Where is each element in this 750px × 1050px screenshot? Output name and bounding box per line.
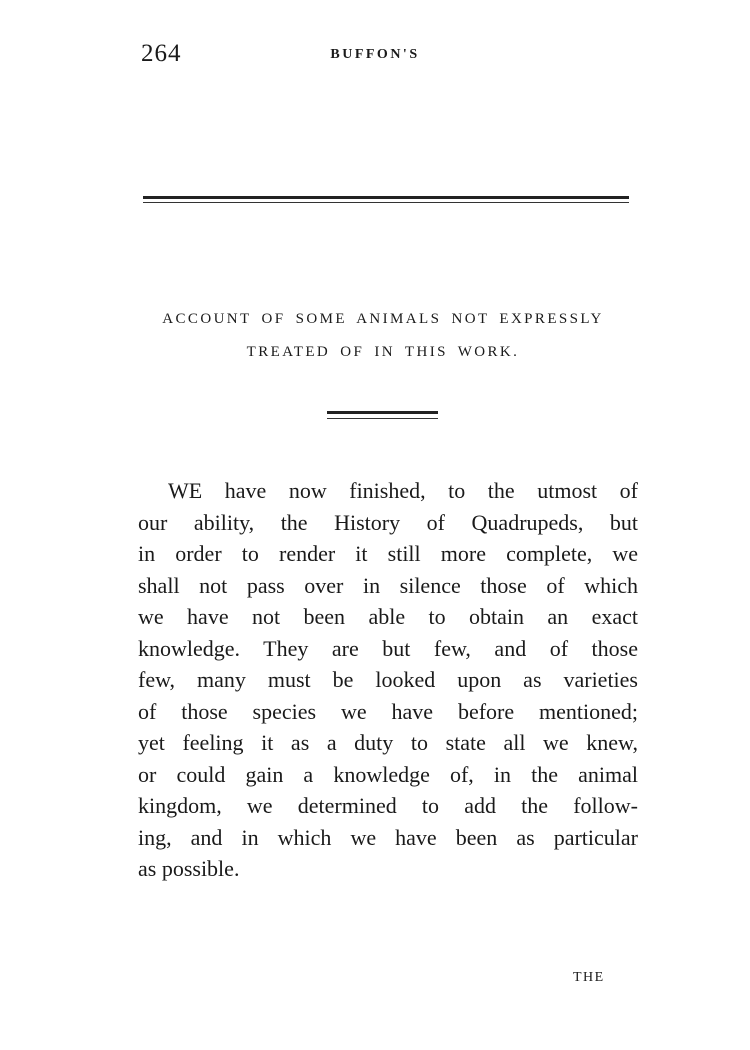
text-line: as possible. bbox=[138, 856, 240, 881]
text-line: knowledge. They are but few, and of those bbox=[138, 635, 638, 661]
section-heading-line-2: TREATED OF IN THIS WORK. bbox=[246, 344, 520, 360]
text-line: shall not pass over in silence those of which bbox=[138, 572, 638, 598]
text-line: in order to render it still more complete, we bbox=[138, 541, 638, 566]
text-line: kingdom, we determined to add the follow- bbox=[138, 793, 638, 818]
top-double-rule bbox=[143, 196, 629, 205]
text-line: WE have now finished, to the utmost of bbox=[168, 478, 638, 503]
text-line: yet feeling it as a duty to state all we knew, bbox=[138, 730, 638, 755]
section-heading-line-1: ACCOUNT OF SOME ANIMALS NOT EXPRESSLY bbox=[162, 311, 604, 327]
text-line: our ability, the History of Quadrupeds, but bbox=[138, 509, 638, 535]
text-line: of those species we have before mentioned; bbox=[138, 698, 638, 724]
running-head: BUFFON'S bbox=[330, 47, 420, 62]
text-line: few, many must be looked upon as varieties bbox=[138, 667, 638, 692]
text-line: ing, and in which we have been as particular bbox=[138, 824, 638, 850]
catchword: THE bbox=[573, 970, 605, 985]
page-number: 264 bbox=[141, 40, 182, 67]
ornamental-rule bbox=[327, 411, 438, 420]
text-line: or could gain a knowledge of, in the animal bbox=[138, 761, 638, 787]
body-paragraph bbox=[138, 475, 638, 885]
text-line: we have not been able to obtain an exact bbox=[138, 604, 638, 629]
